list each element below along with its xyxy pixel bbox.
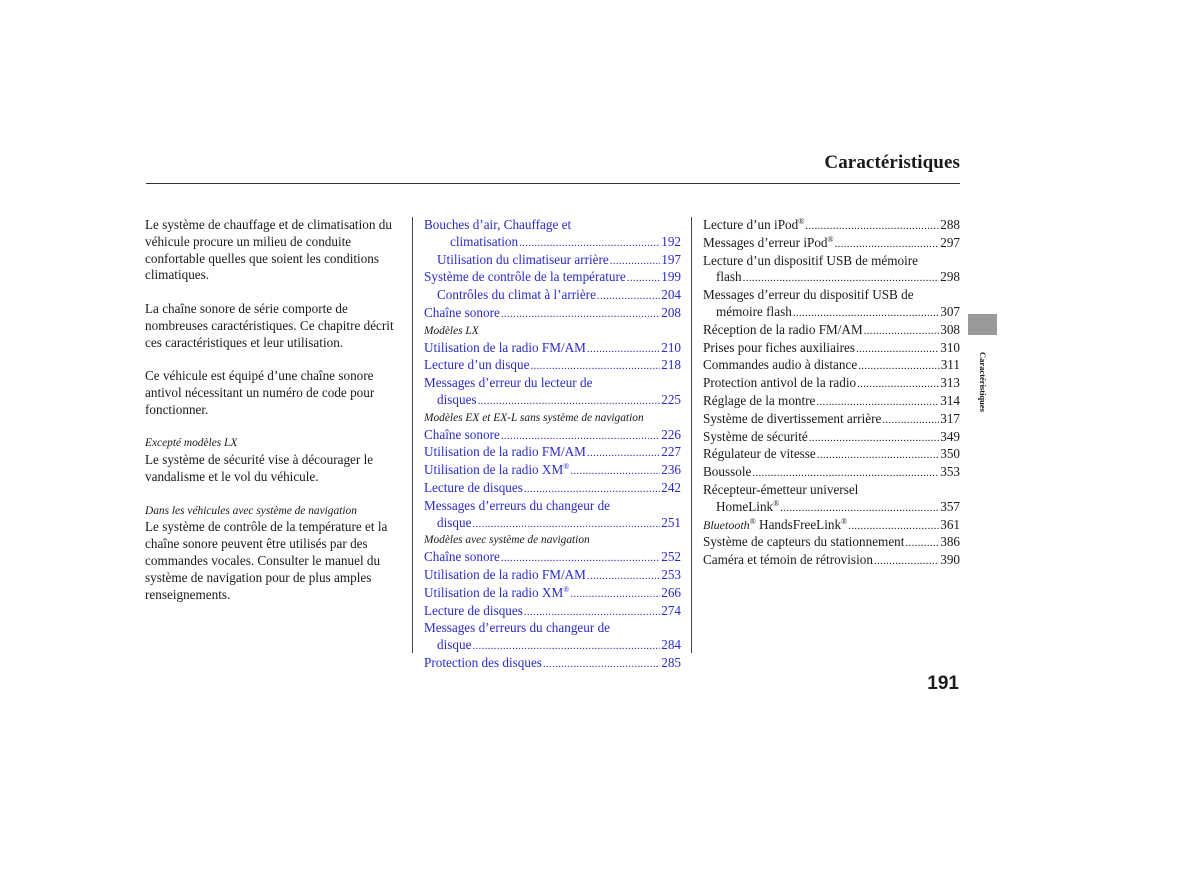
toc-entry-disc-errors-line1[interactable]: Messages d’erreur du lecteur de: [424, 375, 593, 391]
toc-entry-disc-protection[interactable]: Protection des disques ..... 285: [424, 655, 681, 673]
intro-column: [145, 217, 405, 620]
page-ref: 204: [661, 287, 681, 303]
toc-entry-parking-sensors: Système de capteurs du stationnement ..... 386: [703, 534, 960, 552]
title-rule: [146, 183, 960, 184]
toc-entry-play-disc[interactable]: Lecture d’un disque ..... 218: [424, 357, 681, 375]
page-ref: 253: [661, 566, 681, 582]
section-tab-marker: [968, 314, 997, 335]
page-ref: 288: [940, 217, 960, 232]
toc-entry-changer-errors-ex[interactable]: disque ..... 251: [424, 515, 681, 533]
toc-column-middle: [424, 217, 681, 673]
toc-entry-cruise-control: Régulateur de vitesse ..... 350: [703, 446, 960, 464]
page-ref: 242: [661, 479, 681, 495]
page-ref: 225: [661, 391, 681, 407]
intro-paragraph-audio: La chaîne sonore de série comporte de nombreuses caractéristiques. Ce chapitre décrit ces caractéristiques et leur utilisation.: [145, 300, 394, 350]
section-note-lx: Modèles LX: [424, 324, 479, 337]
page-ref: 349: [940, 428, 960, 444]
toc-entry-usb: flash ..... 298: [703, 269, 960, 287]
page-ref: 285: [661, 654, 681, 670]
page-ref: 236: [661, 462, 681, 478]
page-ref: 386: [940, 534, 960, 550]
intro-paragraph-voice: Le système de contrôle de la température et la chaîne sonore peuvent être utilisés par des commandes vocales. Consulter le manuel du système de navigation pour de plus amples renseignements.: [145, 519, 388, 602]
toc-entry-fm-am-ex[interactable]: Utilisation de la radio FM/AM ..... 227: [424, 444, 681, 462]
toc-entry-radio-antitheft: Protection antivol de la radio ..... 313: [703, 375, 960, 393]
toc-entry-fm-am-lx[interactable]: Utilisation de la radio FM/AM ..... 210: [424, 340, 681, 358]
toc-entry-rear-ac[interactable]: Utilisation du climatiseur arrière ..... 197: [424, 252, 681, 270]
toc-entry-climate-control[interactable]: Système de contrôle de la température ..... 199: [424, 269, 681, 287]
page-ref: 197: [661, 251, 681, 267]
toc-entry-usb-errors: mémoire flash ..... 307: [703, 304, 960, 322]
page-ref: 357: [940, 498, 960, 514]
toc-entry-remote-audio: Commandes audio à distance ..... 311: [703, 357, 960, 375]
toc-entry-audio-system-ex[interactable]: Chaîne sonore ..... 226: [424, 427, 681, 445]
page-number: 191: [927, 673, 959, 694]
intro-paragraph-climate: Le système de chauffage et de climatisation du véhicule procure un milieu de conduite confortable quelles que soient les conditions climatiques.: [145, 217, 392, 283]
page-ref: 208: [661, 304, 681, 320]
page-ref: 313: [940, 375, 960, 391]
toc-entry-disc-errors[interactable]: disques ..... 225: [424, 392, 681, 410]
toc-entry-aux-jacks: Prises pour fiches auxiliaires ..... 310: [703, 340, 960, 358]
toc-entry-bluetooth: Bluetooth® HandsFreeLink® ..... 361: [703, 517, 960, 535]
toc-entry-rear-camera: Caméra et témoin de rétrovision ..... 390: [703, 552, 960, 570]
page-ref: 266: [661, 584, 681, 600]
section-tab-label: Caractéristiques: [978, 352, 988, 412]
page-ref: 298: [940, 269, 960, 285]
page-ref: 353: [940, 464, 960, 480]
toc-entry-vents[interactable]: climatisation ..... 192: [424, 234, 681, 252]
page-ref: 218: [661, 357, 681, 373]
toc-entry-rear-climate[interactable]: Contrôles du climat à l’arrière ..... 204: [424, 287, 681, 305]
toc-entry-usb-line1: Lecture d’un dispositif USB de mémoire: [703, 252, 918, 268]
page-ref: 210: [661, 339, 681, 355]
page-ref: 390: [940, 552, 960, 568]
toc-entry-radio-reception: Réception de la radio FM/AM ..... 308: [703, 322, 960, 340]
page-ref: 284: [661, 637, 681, 653]
toc-entry-fm-am-navi[interactable]: Utilisation de la radio FM/AM ..... 253: [424, 567, 681, 585]
toc-entry-audio-system[interactable]: Chaîne sonore ..... 208: [424, 305, 681, 323]
toc-entry-vents-line1[interactable]: Bouches d’air, Chauffage et: [424, 217, 572, 232]
toc-entry-security-system: Système de sécurité ..... 349: [703, 429, 960, 447]
toc-entry-play-discs-navi[interactable]: Lecture de disques ..... 274: [424, 603, 681, 621]
section-note-ex: Modèles EX et EX-L sans système de navigation: [424, 411, 644, 424]
toc-entry-changer-errors-navi-line1[interactable]: Messages d’erreurs du changeur de: [424, 620, 611, 636]
page-ref: 199: [661, 269, 681, 285]
page-ref: 314: [940, 392, 960, 408]
toc-entry-usb-errors-line1: Messages d’erreur du dispositif USB de: [703, 287, 914, 303]
model-note-except-lx: Excepté modèles LX: [145, 437, 238, 450]
page-ref: 226: [661, 426, 681, 442]
column-divider-2: [691, 217, 692, 653]
column-divider-1: [412, 217, 413, 653]
toc-entry-homelink: HomeLink® ..... 357: [703, 499, 960, 517]
page-ref: 274: [661, 602, 681, 618]
toc-entry-compass: Boussole ..... 353: [703, 464, 960, 482]
page-ref: 310: [940, 339, 960, 355]
page-ref: 317: [940, 410, 960, 426]
toc-column-right: [703, 217, 960, 570]
page-ref: 361: [940, 516, 960, 532]
toc-entry-xm-ex[interactable]: Utilisation de la radio XM® ..... 236: [424, 462, 681, 480]
page-title: Caractéristiques: [824, 152, 960, 173]
page-ref: 227: [661, 444, 681, 460]
section-note-navi: Modèles avec système de navigation: [424, 534, 590, 547]
toc-entry-xm-navi[interactable]: Utilisation de la radio XM® ..... 266: [424, 585, 681, 603]
page-ref: 297: [940, 234, 960, 250]
page-ref: 307: [940, 303, 960, 319]
toc-entry-play-discs-ex[interactable]: Lecture de disques ..... 242: [424, 480, 681, 498]
toc-entry-audio-system-navi[interactable]: Chaîne sonore ..... 252: [424, 549, 681, 567]
page-ref: 350: [940, 446, 960, 462]
toc-entry-ipod: Lecture d’un iPod® ..... 288: [703, 217, 960, 235]
intro-paragraph-antitheft: Ce véhicule est équipé d’une chaîne sonore antivol nécessitant un numéro de code pour fonctionner.: [145, 368, 375, 417]
toc-entry-changer-errors-navi[interactable]: disque ..... 284: [424, 637, 681, 655]
page-ref: 192: [661, 233, 681, 249]
page-ref: 252: [661, 549, 681, 565]
intro-paragraph-security: Le système de sécurité vise à décourager le vandalisme et le vol du véhicule.: [145, 452, 374, 484]
page-ref: 308: [940, 321, 960, 337]
toc-entry-changer-errors-ex-line1[interactable]: Messages d’erreurs du changeur de: [424, 497, 611, 513]
toc-entry-clock: Réglage de la montre ..... 314: [703, 393, 960, 411]
toc-entry-rear-entertainment: Système de divertissement arrière ..... 317: [703, 411, 960, 429]
page-ref: 311: [940, 357, 960, 373]
model-note-navigation: Dans les véhicules avec système de navigation: [145, 504, 357, 517]
toc-entry-homelink-line1: Récepteur-émetteur universel: [703, 481, 859, 497]
page-ref: 251: [661, 514, 681, 530]
toc-entry-ipod-errors: Messages d’erreur iPod® ..... 297: [703, 235, 960, 253]
